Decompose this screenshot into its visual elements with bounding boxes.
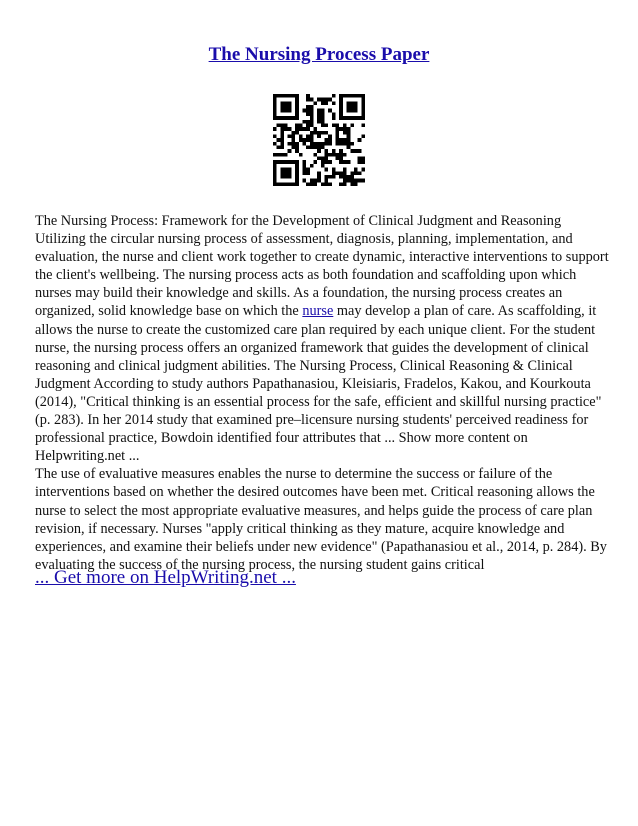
paragraph-1 — [35, 212, 610, 465]
document-title[interactable]: The Nursing Process Paper — [208, 44, 430, 65]
paragraph-1-text-a: The Nursing Process: Framework for the Development of Clinical Judgment and Reasoning Utilizing the circular nursing process of assessment, diagnosis, planning, implementation, and evaluation, the nurse and client work together to create dynamic, interactive interventions to support the client's wellbeing. The nursing process acts as both foundation and scaffolding upon which nurses may build their knowledge and skills. As a foundation, the nursing process creates an organized, solid knowledge base on which the — [35, 213, 609, 320]
qr-code-icon — [273, 94, 365, 186]
paragraph-2: The use of evaluative measures enables the nurse to determine the success or failure of the interventions based on whether the desired outcomes have been met. Critical reasoning allows the nurse to select the most appropriate evaluative measures, and helps guide the process of care plan revision, if necessary. Nurses "apply critical thinking as they mature, acquire knowledge and experiences, and examine their beliefs under new evidence" (Papathanasiou et al., 2014, p. 284). By evaluating the success of the nursing process, the nursing student gains critical — [35, 466, 607, 573]
nurse-link[interactable]: nurse — [302, 303, 334, 320]
paragraph-1-text-b: may develop a plan of care. As scaffolding, it allows the nurse to create the customized care plan required by each unique client. For the student nurse, the nursing process offers an organized framework that guides the development of clinical reasoning and clinical judgment abilities. The Nursing Process, Clinical Reasoning & Clinical Judgment According to study authors Papathanasiou, Kleisiaris, Fradelos, Kakou, and Kourkouta (2014), "Critical thinking is an essential process for the safe, efficient and skillful nursing practice" (p. 283). In her 2014 study that examined pre–licensure nursing students' perceived readiness for professional practice, Bowdoin identified four attributes that ... Show more content on Helpwriting.net ... — [35, 303, 602, 465]
document-body — [35, 212, 610, 574]
get-more-link[interactable]: ... Get more on HelpWriting.net ... — [35, 567, 296, 588]
